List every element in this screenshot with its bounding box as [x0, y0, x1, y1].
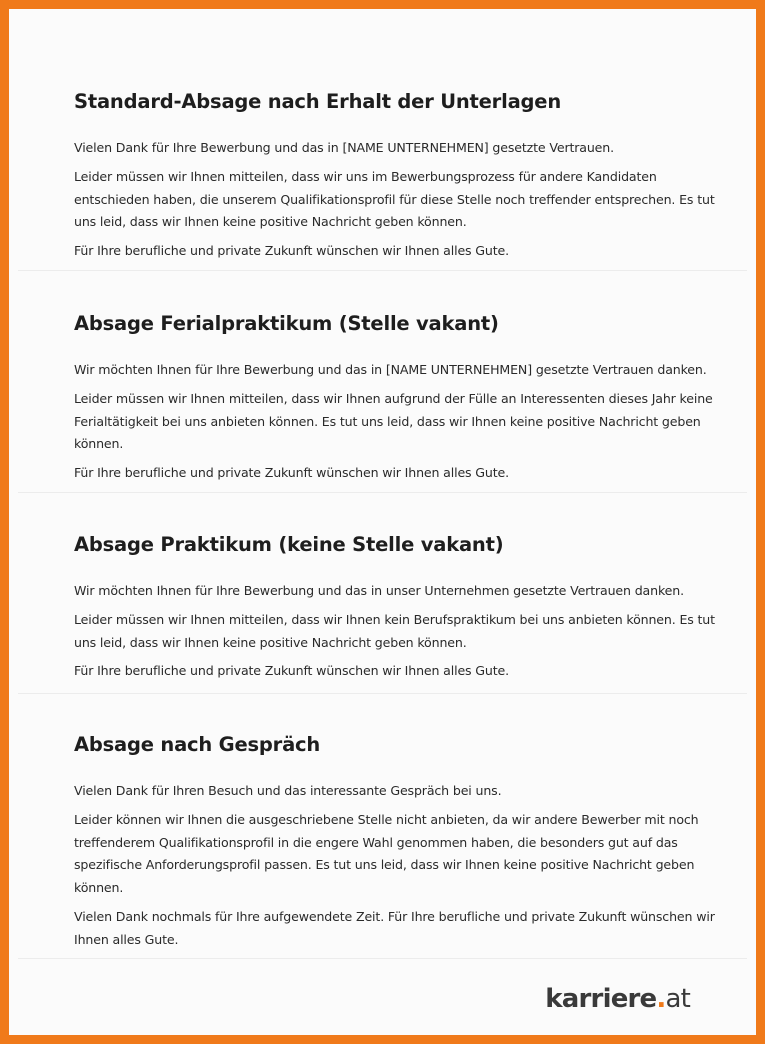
paragraph: Leider können wir Ihnen die ausgeschriebene Stelle nicht anbieten, da wir andere Bewerber mit noch treffenderem Qualifikationsprofil in die engere Wahl genommen haben, die besonders gut auf das spezifische Anforderungsprofil passen. Es tut uns leid, dass wir Ihnen keine positive Nachricht geben können. — [74, 811, 699, 896]
paragraph: Leider müssen wir Ihnen mitteilen, dass wir Ihnen aufgrund der Fülle an Interessenten dieses Jahr keine Ferialtätigkeit bei uns anbieten können. Es tut uns leid, dass wir Ihnen keine positive Nachricht geben können. — [74, 390, 713, 452]
section-praktikum — [74, 531, 724, 689]
paragraph: Für Ihre berufliche und private Zukunft wünschen wir Ihnen alles Gute. — [74, 465, 509, 481]
section-title: Absage Ferialpraktikum (Stelle vakant) — [74, 312, 499, 335]
section-divider — [18, 958, 747, 959]
paragraph: Für Ihre berufliche und private Zukunft wünschen wir Ihnen alles Gute. — [74, 663, 509, 679]
paragraph: Für Ihre berufliche und private Zukunft wünschen wir Ihnen alles Gute. — [74, 243, 509, 259]
section-title: Absage nach Gespräch — [74, 733, 321, 756]
document-page — [18, 18, 747, 1026]
paragraph: Vielen Dank für Ihren Besuch und das interessante Gespräch bei uns. — [74, 783, 502, 798]
section-divider — [18, 492, 747, 493]
section-standard-absage — [74, 88, 724, 269]
section-ferialpraktikum — [74, 310, 724, 491]
section-divider — [18, 693, 747, 694]
logo-dot: . — [656, 984, 666, 1014]
paragraph: Wir möchten Ihnen für Ihre Bewerbung und das in unser Unternehmen gesetzte Vertrauen danken. — [74, 583, 684, 598]
paragraph: Vielen Dank für Ihre Bewerbung und das in [NAME UNTERNEHMEN] gesetzte Vertrauen. — [74, 140, 614, 155]
paragraph: Leider müssen wir Ihnen mitteilen, dass wir uns im Bewerbungsprozess für andere Kandidaten entschieden haben, die unserem Qualifikationsprofil für diese Stelle noch treffender entsprechen. Es tut uns leid, dass wir Ihnen keine positive Nachricht geben können. — [74, 168, 715, 230]
section-nach-gespraech — [74, 731, 724, 958]
paragraph: Vielen Dank nochmals für Ihre aufgewendete Zeit. Für Ihre berufliche und private Zukunft wünschen wir Ihnen alles Gute. — [74, 908, 715, 947]
section-title: Standard-Absage nach Erhalt der Unterlagen — [74, 90, 562, 113]
logo-tld: at — [665, 984, 690, 1014]
karriere-logo — [545, 984, 690, 1014]
paragraph: Leider müssen wir Ihnen mitteilen, dass wir Ihnen kein Berufspraktikum bei uns anbieten können. Es tut uns leid, dass wir Ihnen keine positive Nachricht geben können. — [74, 611, 715, 650]
section-title: Absage Praktikum (keine Stelle vakant) — [74, 533, 504, 556]
logo-brand: karriere — [545, 984, 657, 1014]
section-divider — [18, 270, 747, 271]
paragraph: Wir möchten Ihnen für Ihre Bewerbung und das in [NAME UNTERNEHMEN] gesetzte Vertrauen danken. — [74, 362, 707, 377]
